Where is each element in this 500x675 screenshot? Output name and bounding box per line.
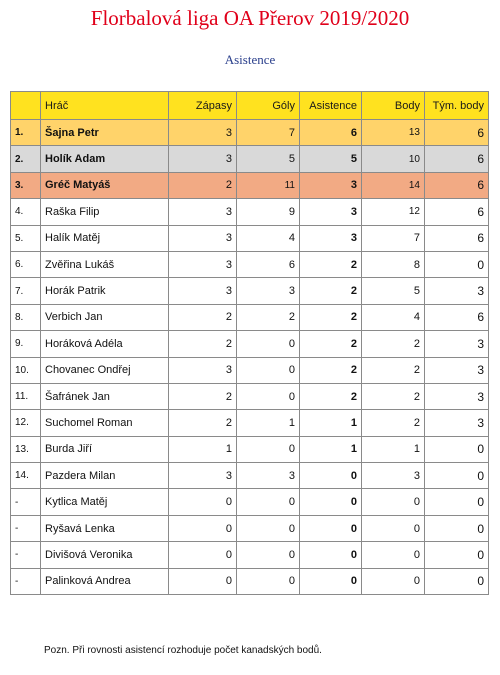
cell-matches: 3 (169, 357, 237, 383)
cell-matches: 2 (169, 410, 237, 436)
cell-points: 2 (362, 331, 425, 357)
cell-matches: 3 (169, 225, 237, 251)
cell-assists: 0 (300, 489, 362, 515)
table-row (11, 410, 489, 436)
cell-team-points: 3 (425, 383, 489, 409)
cell-matches: 3 (169, 251, 237, 277)
cell-goals: 7 (237, 120, 300, 146)
cell-player: Horák Patrik (41, 278, 169, 304)
column-header-goals: Góly (237, 92, 300, 120)
cell-points: 4 (362, 304, 425, 330)
table-row (11, 383, 489, 409)
cell-matches: 0 (169, 489, 237, 515)
table-row (11, 568, 489, 594)
cell-rank: - (11, 542, 41, 568)
cell-goals: 9 (237, 199, 300, 225)
cell-matches: 0 (169, 542, 237, 568)
column-header-assists: Asistence (300, 92, 362, 120)
cell-points: 0 (362, 515, 425, 541)
table-row (11, 120, 489, 146)
cell-team-points: 0 (425, 489, 489, 515)
cell-matches: 2 (169, 383, 237, 409)
cell-rank: 3. (11, 172, 41, 198)
cell-rank: 4. (11, 199, 41, 225)
cell-points: 5 (362, 278, 425, 304)
cell-points: 2 (362, 357, 425, 383)
cell-points: 13 (362, 120, 425, 146)
cell-matches: 2 (169, 331, 237, 357)
cell-team-points: 3 (425, 278, 489, 304)
cell-points: 12 (362, 199, 425, 225)
cell-team-points: 3 (425, 331, 489, 357)
table-row (11, 225, 489, 251)
cell-player: Gréč Matyáš (41, 172, 169, 198)
cell-rank: 14. (11, 463, 41, 489)
cell-team-points: 6 (425, 172, 489, 198)
cell-points: 8 (362, 251, 425, 277)
cell-assists: 2 (300, 278, 362, 304)
cell-team-points: 0 (425, 568, 489, 594)
cell-player: Horáková Adéla (41, 331, 169, 357)
cell-rank: 12. (11, 410, 41, 436)
cell-rank: 9. (11, 331, 41, 357)
cell-assists: 6 (300, 120, 362, 146)
cell-goals: 0 (237, 515, 300, 541)
table-row (11, 436, 489, 462)
cell-goals: 1 (237, 410, 300, 436)
page-title: Florbalová liga OA Přerov 2019/2020 (90, 6, 410, 30)
cell-player: Suchomel Roman (41, 410, 169, 436)
cell-team-points: 0 (425, 515, 489, 541)
cell-player: Zvěřina Lukáš (41, 251, 169, 277)
cell-rank: 11. (11, 383, 41, 409)
cell-team-points: 6 (425, 199, 489, 225)
cell-goals: 3 (237, 278, 300, 304)
cell-matches: 2 (169, 172, 237, 198)
column-header-points: Body (362, 92, 425, 120)
cell-assists: 0 (300, 463, 362, 489)
column-header-matches: Zápasy (169, 92, 237, 120)
table-row (11, 146, 489, 172)
cell-assists: 3 (300, 172, 362, 198)
cell-team-points: 3 (425, 410, 489, 436)
cell-points: 2 (362, 383, 425, 409)
cell-goals: 5 (237, 146, 300, 172)
cell-goals: 0 (237, 331, 300, 357)
cell-rank: 7. (11, 278, 41, 304)
cell-points: 0 (362, 489, 425, 515)
cell-rank: - (11, 568, 41, 594)
cell-points: 3 (362, 463, 425, 489)
cell-points: 1 (362, 436, 425, 462)
cell-player: Kytlica Matěj (41, 489, 169, 515)
table-row (11, 463, 489, 489)
cell-goals: 6 (237, 251, 300, 277)
cell-matches: 3 (169, 199, 237, 225)
standings-body (11, 120, 489, 595)
cell-goals: 0 (237, 357, 300, 383)
cell-team-points: 0 (425, 542, 489, 568)
cell-rank: - (11, 515, 41, 541)
cell-team-points: 3 (425, 357, 489, 383)
cell-goals: 0 (237, 568, 300, 594)
cell-points: 14 (362, 172, 425, 198)
cell-rank: 8. (11, 304, 41, 330)
cell-assists: 0 (300, 515, 362, 541)
cell-assists: 2 (300, 331, 362, 357)
table-row (11, 199, 489, 225)
cell-player: Chovanec Ondřej (41, 357, 169, 383)
cell-assists: 0 (300, 542, 362, 568)
cell-matches: 1 (169, 436, 237, 462)
cell-goals: 0 (237, 542, 300, 568)
cell-player: Holík Adam (41, 146, 169, 172)
cell-goals: 3 (237, 463, 300, 489)
cell-team-points: 0 (425, 463, 489, 489)
cell-assists: 5 (300, 146, 362, 172)
cell-assists: 1 (300, 436, 362, 462)
cell-assists: 2 (300, 251, 362, 277)
cell-player: Šafránek Jan (41, 383, 169, 409)
cell-matches: 3 (169, 463, 237, 489)
cell-points: 10 (362, 146, 425, 172)
cell-assists: 2 (300, 357, 362, 383)
cell-team-points: 0 (425, 251, 489, 277)
cell-matches: 2 (169, 304, 237, 330)
cell-rank: 2. (11, 146, 41, 172)
cell-goals: 11 (237, 172, 300, 198)
column-header-team-points: Tým. body (425, 92, 489, 120)
cell-matches: 0 (169, 515, 237, 541)
cell-player: Palinková Andrea (41, 568, 169, 594)
cell-rank: - (11, 489, 41, 515)
column-header-rank (11, 92, 41, 120)
table-row (11, 542, 489, 568)
cell-matches: 3 (169, 120, 237, 146)
cell-player: Halík Matěj (41, 225, 169, 251)
table-row (11, 304, 489, 330)
page-subtitle: Asistence (224, 52, 276, 67)
cell-assists: 2 (300, 383, 362, 409)
cell-team-points: 6 (425, 120, 489, 146)
cell-player: Ryšavá Lenka (41, 515, 169, 541)
cell-matches: 3 (169, 278, 237, 304)
cell-points: 7 (362, 225, 425, 251)
cell-player: Pazdera Milan (41, 463, 169, 489)
table-row (11, 331, 489, 357)
cell-goals: 4 (237, 225, 300, 251)
cell-assists: 1 (300, 410, 362, 436)
standings-table (10, 91, 489, 595)
cell-team-points: 6 (425, 225, 489, 251)
cell-player: Divišová Veronika (41, 542, 169, 568)
cell-player: Burda Jiří (41, 436, 169, 462)
table-row (11, 357, 489, 383)
cell-rank: 1. (11, 120, 41, 146)
cell-assists: 0 (300, 568, 362, 594)
table-header-row (11, 92, 489, 120)
cell-team-points: 6 (425, 304, 489, 330)
cell-goals: 0 (237, 383, 300, 409)
cell-player: Šajna Petr (41, 120, 169, 146)
table-row (11, 278, 489, 304)
cell-assists: 3 (300, 225, 362, 251)
cell-player: Raška Filip (41, 199, 169, 225)
cell-assists: 3 (300, 199, 362, 225)
cell-points: 0 (362, 568, 425, 594)
table-row (11, 489, 489, 515)
table-row (11, 172, 489, 198)
column-header-player: Hráč (41, 92, 169, 120)
table-row (11, 515, 489, 541)
cell-assists: 2 (300, 304, 362, 330)
cell-team-points: 6 (425, 146, 489, 172)
cell-rank: 13. (11, 436, 41, 462)
cell-team-points: 0 (425, 436, 489, 462)
cell-matches: 0 (169, 568, 237, 594)
cell-rank: 6. (11, 251, 41, 277)
cell-points: 2 (362, 410, 425, 436)
table-row (11, 251, 489, 277)
cell-goals: 0 (237, 489, 300, 515)
cell-matches: 3 (169, 146, 237, 172)
cell-points: 0 (362, 542, 425, 568)
cell-goals: 2 (237, 304, 300, 330)
cell-player: Verbich Jan (41, 304, 169, 330)
cell-goals: 0 (237, 436, 300, 462)
footer-note: Pozn. Při rovnosti asistencí rozhoduje počet kanadských bodů. (44, 645, 322, 656)
cell-rank: 10. (11, 357, 41, 383)
cell-rank: 5. (11, 225, 41, 251)
